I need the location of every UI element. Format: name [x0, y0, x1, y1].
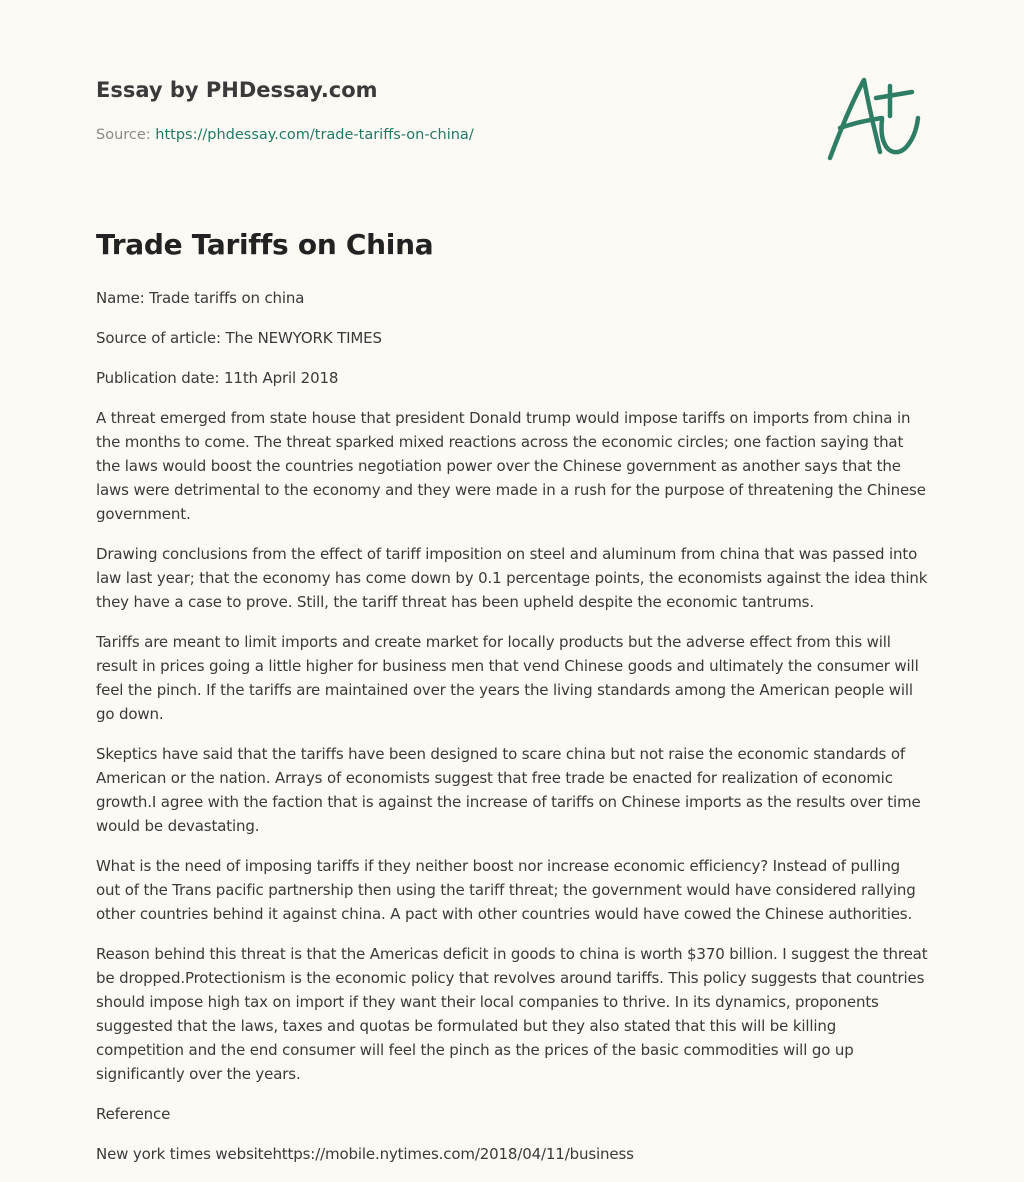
essay-paragraph: What is the need of imposing tariffs if they neither boost nor increase economic efficiency? Instead of pulling out of the Trans pacific partnership then using the tariff threat; the government would have considered rallying other countries behind it against china. A pact with other countries would have cowed the Chinese authorities. — [96, 857, 916, 923]
reference-heading: Reference — [96, 1105, 171, 1123]
meta-name: Name: Trade tariffs on china — [96, 289, 305, 307]
essay-paragraph: Tariffs are meant to limit imports and create market for locally products but the adverse effect from this will result in prices going a little higher for business men that vend Chinese goods and ultimately the consumer will feel the pinch. If the tariffs are maintained over the years the living standards among the American people will go down. — [96, 633, 919, 723]
source-line — [96, 125, 696, 145]
source-label: Source: — [96, 127, 151, 143]
meta-date: Publication date: 11th April 2018 — [96, 369, 339, 387]
essay-paragraph: Skeptics have said that the tariffs have been designed to scare china but not raise the economic standards of American or the nation. Arrays of economists suggest that free trade be enacted for realization of economic growth.I agree with the faction that is against the increase of tariffs on Chinese imports as the results over time would be devastating. — [96, 745, 921, 835]
source-link[interactable]: https://phdessay.com/trade-tariffs-on-china/ — [155, 127, 474, 143]
essay-paragraph: Drawing conclusions from the effect of tariff imposition on steel and aluminum from china that was passed into law last year; that the economy has come down by 0.1 percentage points, the economists against the idea think they have a case to prove. Still, the tariff threat has been upheld despite the economic tantrums. — [96, 545, 928, 611]
essay-paragraph: A threat emerged from state house that president Donald trump would impose tariffs on imports from china in the months to come. The threat sparked mixed reactions across the economic circles; one faction saying that the laws would boost the countries negotiation power over the Chinese government as another says that the laws were detrimental to the economy and they were made in a rush for the purpose of threatening the Chinese government. — [96, 409, 926, 523]
site-brand: Essay by PHDessay.com — [96, 78, 378, 102]
essay-body — [96, 226, 928, 1182]
reference-text: New york times websitehttps://mobile.nytimes.com/2018/04/11/business — [96, 1145, 634, 1163]
essay-title: Trade Tariffs on China — [96, 228, 434, 261]
a-plus-logo-icon — [820, 66, 930, 166]
page-header — [96, 76, 696, 145]
meta-source: Source of article: The NEWYORK TIMES — [96, 329, 382, 347]
essay-paragraph: Reason behind this threat is that the Americas deficit in goods to china is worth $370 billion. I suggest the threat be dropped.Protectionism is the economic policy that revolves around tariffs. This policy suggests that countries should impose high tax on import if they want their local companies to thrive. In its dynamics, proponents suggested that the laws, taxes and quotas be formulated but they also stated that this will be killing competition and the end consumer will feel the pinch as the prices of the basic commodities will go up significantly over the years. — [96, 945, 928, 1083]
